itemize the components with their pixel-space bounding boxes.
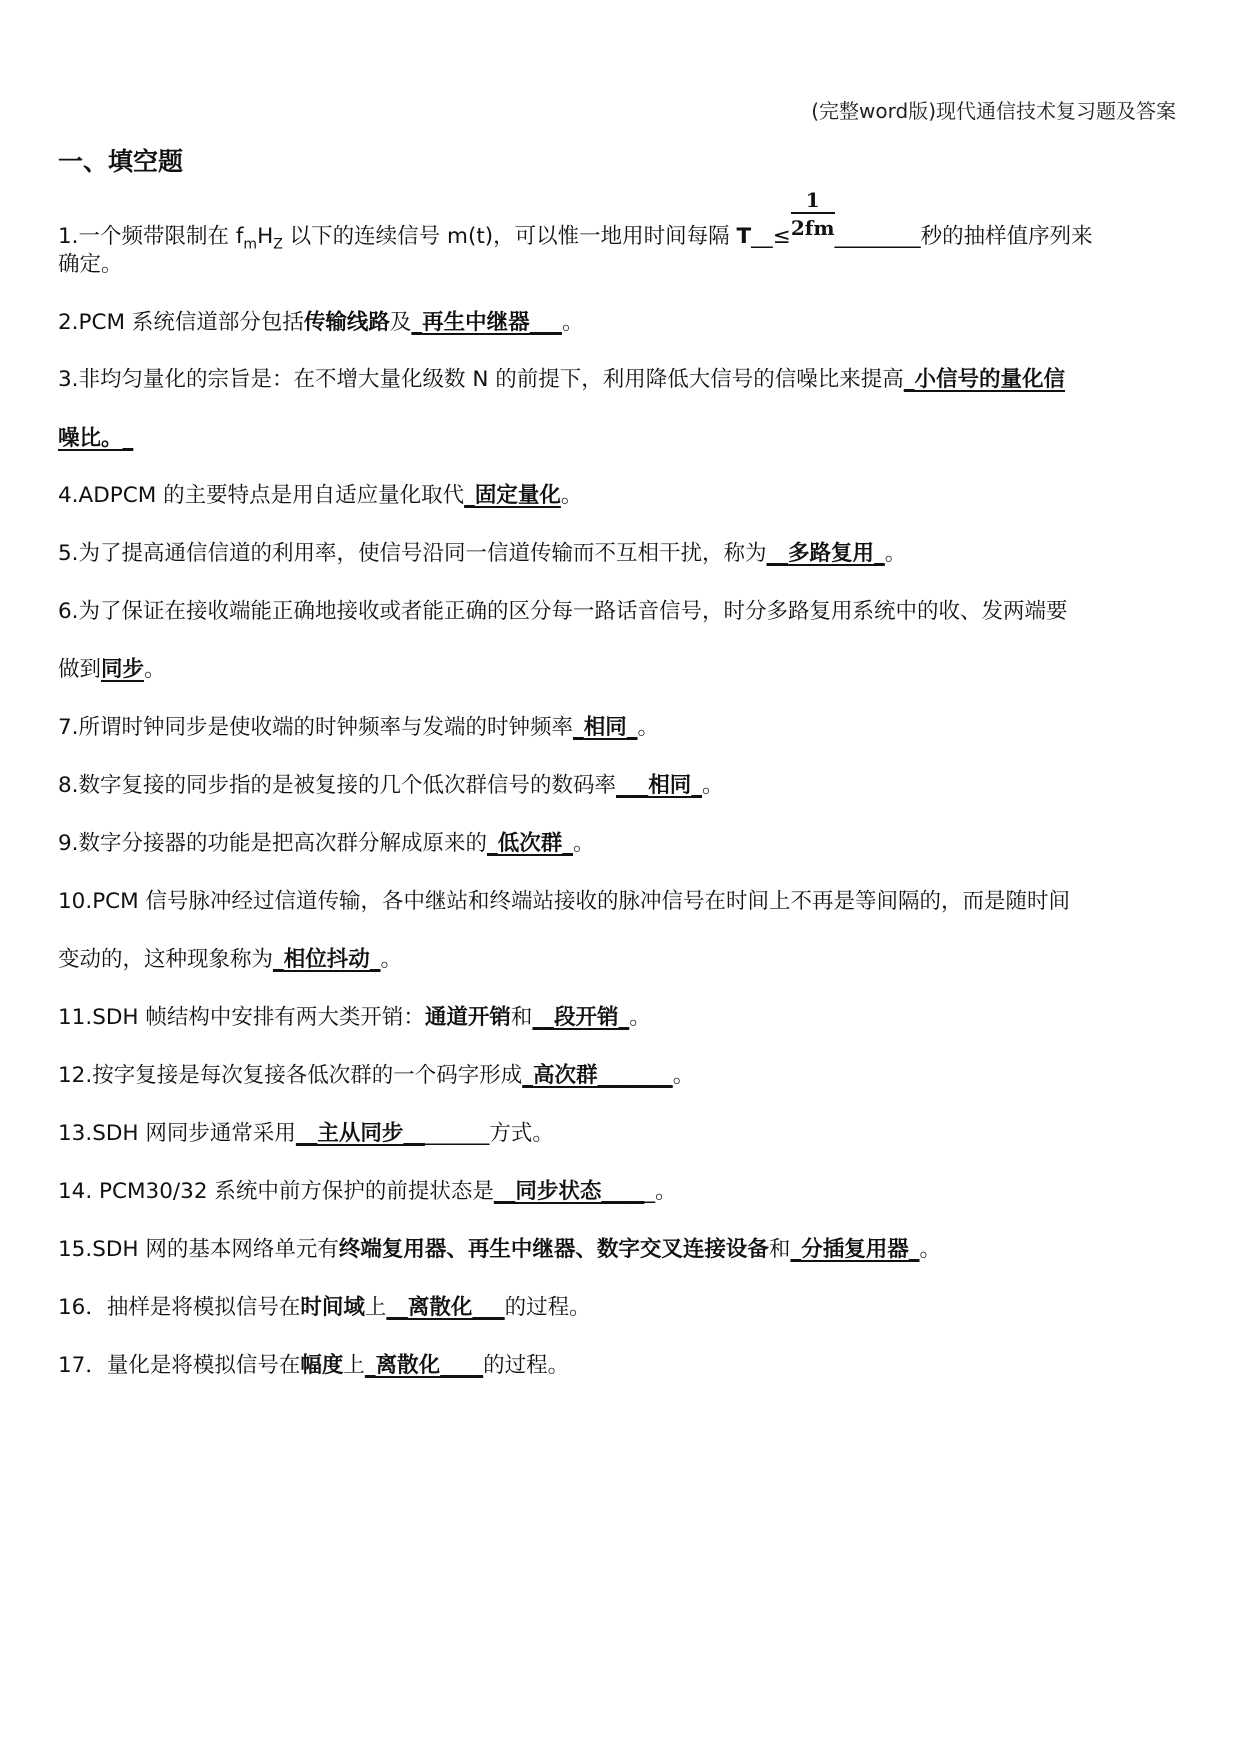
question-1-line-2: 确定。 [58,252,123,277]
question-12: 12.按字复接是每次复接各低次群的一个码字形成_高次群_______。 [58,1063,695,1088]
question-3: 3.非均匀量化的宗旨是：在不增大量化级数 N 的前提下，利用降低大信号的信噪比来提高_小信号的量化信 [58,367,1066,392]
question-14: 14. PCM30/32 系统中前方保护的前提状态是__同步状态_____。 [58,1179,677,1204]
fraction-1-over-2fm [790,188,835,243]
question-10-line-2: 变动的，这种现象称为_相位抖动_。 [58,947,403,972]
answer-9: _低次群_ [487,831,574,856]
answer-3-cont: 噪比。_ [58,426,134,451]
question-4: 4.ADPCM 的主要特点是用自适应量化取代_固定量化。 [58,483,583,508]
question-6-line-2: 做到同步。 [58,657,166,682]
question-13: 13.SDH 网同步通常采用__主从同步________方式。 [58,1121,554,1146]
answer-15: _分插复用器_ [790,1237,920,1262]
answer-8: ___相同_ [616,773,703,798]
section-title: 一、填空题 [58,147,184,176]
question-1: 1.一个频带限制在 $f_mH_Z$ 以下的连续信号 m(t)，可以惟一地用时间每隔 T__≤ $\frac{1}{2fm}$ ________秒的抽样值序列来 [58,188,1093,253]
question-8: 8.数字复接的同步指的是被复接的几个低次群信号的数码率___相同_。 [58,773,724,798]
question-6: 6.为了保证在接收端能正确地接收或者能正确的区分每一路话音信号，时分多路复用系统中的收、发两端要 [58,599,1068,624]
document-header: (完整word版)现代通信技术复习题及答案 [811,99,1176,123]
answer-3: _小信号的量化信 [903,367,1066,392]
answer-12: _高次群_______ [522,1063,673,1088]
question-10: 10.PCM 信号脉冲经过信道传输，各中继站和终端站接收的脉冲信号在时间上不再是等间隔的，而是随时间 [58,889,1071,914]
fraction: $\frac{1}{2fm}$ [790,188,835,240]
answer-16: __离散化___ [386,1295,505,1320]
question-5: 5.为了提高通信信道的利用率，使信号沿同一信道传输而不互相干扰，称为__多路复用_。 [58,541,907,566]
question-2: 2.PCM 系统信道部分包括传输线路及_再生中继器___。 [58,310,584,335]
question-9: 9.数字分接器的功能是把高次群分解成原来的_低次群_。 [58,831,595,856]
question-7: 7.所谓时钟同步是使收端的时钟频率与发端的时钟频率_相同_。 [58,715,660,740]
answer-7: _相同_ [573,715,638,740]
answer-13: __主从同步__ [295,1121,425,1146]
answer-4: _固定量化 [464,483,561,508]
question-17: 17．量化是将模拟信号在幅度上_离散化____的过程。 [58,1353,570,1378]
answer-10: _相位抖动_ [273,947,381,972]
answer-2: _再生中继器___ [411,310,562,335]
question-3-line-2 [58,425,1183,453]
question-15: 15.SDH 网的基本网络单元有终端复用器、再生中继器、数字交叉连接设备和_分插复用器_。 [58,1237,941,1262]
question-11: 11.SDH 帧结构中安排有两大类开销：通道开销和__段开销_。 [58,1005,651,1030]
answer-6: 同步 [101,657,145,682]
question-16: 16．抽样是将模拟信号在时间域上__离散化___的过程。 [58,1295,591,1320]
answer-14: __同步状态____ [493,1179,645,1204]
answer-17: _离散化____ [364,1353,484,1378]
answer-5: __多路复用_ [766,541,885,566]
answer-11: __段开销_ [532,1005,630,1030]
